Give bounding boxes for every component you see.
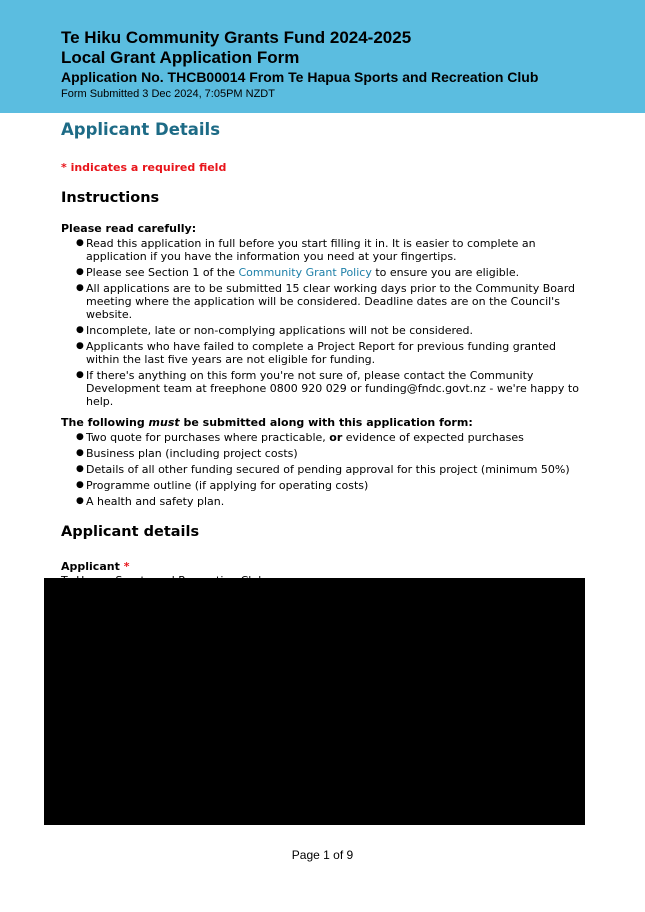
bullet-icon: ● [76, 370, 84, 380]
page-number: Page 1 of 9 [291, 848, 354, 862]
must-submit-label: The following must be submitted along with this application form: [61, 416, 473, 429]
form-header [0, 0, 645, 113]
applicant-label: Applicant * [61, 560, 130, 573]
list-item: ● Programme outline (if applying for operating costs) [76, 479, 369, 492]
community-grant-policy-link[interactable]: Community Grant Policy [238, 266, 372, 279]
list-item: ● A health and safety plan. [76, 495, 225, 508]
bullet-icon: ● [76, 480, 84, 490]
list-item: ● Incomplete, late or non-complying applications will not be considered. [76, 324, 474, 337]
list-item: ● Details of all other funding secured of pending approval for this project (minimum 50%) [76, 463, 570, 476]
list-item: ● Applicants who have failed to complete a Project Report for previous funding granted within the last five years are not eligible for funding. [76, 340, 557, 366]
bullet-icon: ● [76, 325, 84, 335]
bullet-icon: ● [76, 464, 84, 474]
bullet-icon: ● [76, 496, 84, 506]
form-content [61, 120, 581, 588]
list-item: ● Two quote for purchases where practicable, or evidence of expected purchases [76, 431, 524, 444]
bullet-icon: ● [76, 283, 84, 293]
list-item: ● If there's anything on this form you're not sure of, please contact the Community Development team at freephone 0800 920 029 or funding@fndc.govt.nz - we're happy to help. [76, 369, 579, 408]
list-item: ● Business plan (including project costs) [76, 447, 298, 460]
redacted-block [44, 578, 585, 825]
section-title: Applicant Details [61, 120, 221, 139]
instructions-list [61, 237, 581, 408]
list-item: ● Please see Section 1 of the Community Grant Policy to ensure you are eligible. [76, 266, 520, 279]
bullet-icon: ● [76, 448, 84, 458]
read-carefully-label: Please read carefully: [61, 222, 197, 235]
form-title: Local Grant Application Form [61, 48, 300, 67]
required-documents-list [61, 431, 581, 508]
required-field-note: * indicates a required field [61, 161, 227, 174]
bullet-icon: ● [76, 341, 84, 351]
applicant-details-heading: Applicant details [61, 524, 200, 540]
bullet-icon: ● [76, 238, 84, 248]
list-item: ● All applications are to be submitted 15 clear working days prior to the Community Board meeting where the application will be considered. Deadline dates are on the Council's website. [76, 282, 576, 321]
grant-fund-title: Te Hiku Community Grants Fund 2024-2025 [61, 28, 412, 47]
bullet-icon: ● [76, 267, 84, 277]
application-number: Application No. THCB00014 From Te Hapua Sports and Recreation Club [61, 69, 539, 85]
instructions-heading: Instructions [61, 190, 160, 206]
list-item: ● Read this application in full before you start filling it in. It is easier to complete an application if you have the information you need at your fingertips. [76, 237, 536, 263]
bullet-icon: ● [76, 432, 84, 442]
required-star: * [123, 560, 130, 573]
submitted-date: Form Submitted 3 Dec 2024, 7:05PM NZDT [61, 88, 275, 100]
